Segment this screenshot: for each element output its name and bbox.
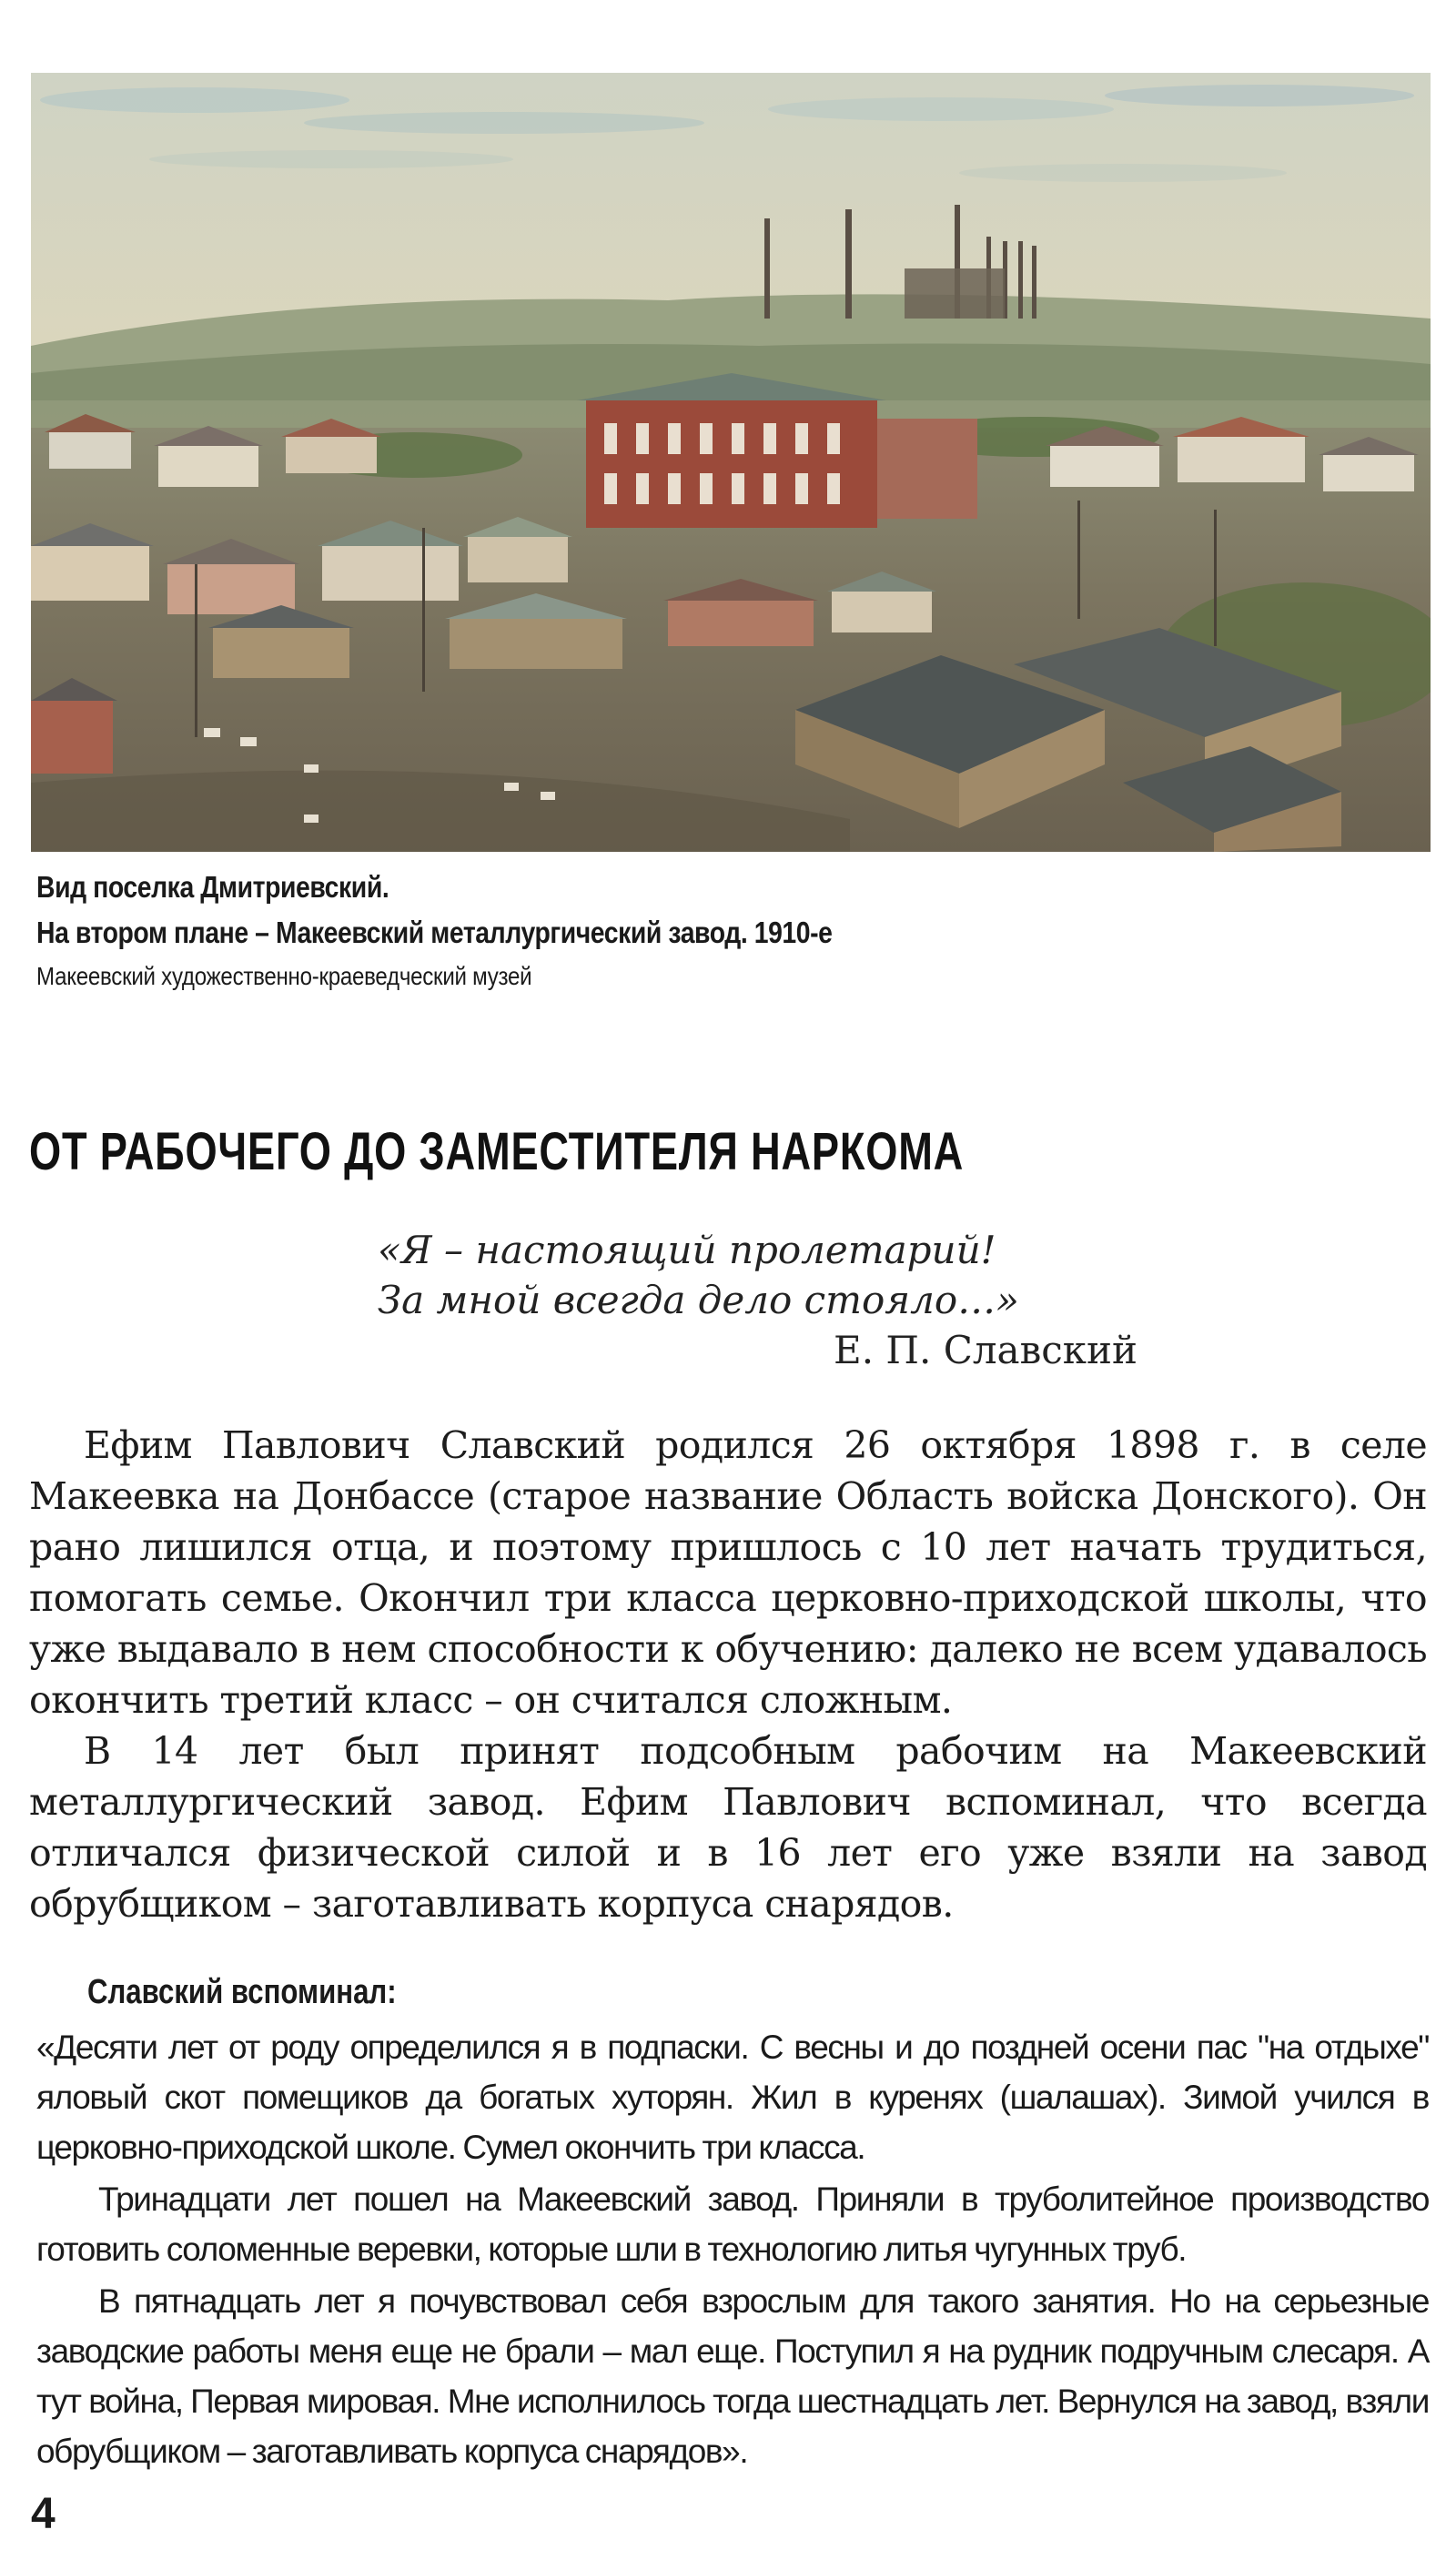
body-paragraph: Ефим Павлович Славский родился 26 октября 1898 г. в селе Макеевка на Донбассе (старое название Область войска Донского). Он рано лишился отца, и поэтому пришлось с 10 лет начать трудиться, помогать семье. Окончил три класса церковно-приходской школы, что уже выдавало в нем способности к обучению: далеко не всем удавалось окончить третий класс – он считался сложным.	[29, 1423, 1427, 1722]
memoir-paragraph: В пятнадцать лет я почувствовал себя взрослым для такого занятия. Но на серьезные заводские работы меня еще не брали – мал еще. Поступил я на рудник подручным слесаря. А тут война, Первая мировая. Мне исполнилось тогда шестнадцать лет. Вернулся на завод, взяли обрубщиком – заготавливать корпуса снарядов».	[36, 2282, 1429, 2470]
epigraph	[378, 1225, 1151, 1375]
caption-credit: Макеевский художественно-краеведческий музей	[36, 962, 532, 990]
caption-description: На втором плане – Макеевский металлургический завод. 1910-е	[36, 916, 833, 949]
photo-caption	[36, 865, 1219, 997]
historic-photo	[31, 73, 1431, 852]
body-paragraph: В 14 лет был принят подсобным рабочим на Макеевский металлургический завод. Ефим Павлович вспоминал, что всегда отличался физической силой и в 16 лет его уже взяли на завод обрубщиком – заготавливать корпуса снарядов.	[29, 1729, 1427, 1926]
article-body	[29, 1420, 1427, 1929]
village-panorama-image	[31, 73, 1431, 852]
memoir-paragraph: Тринадцати лет пошел на Макеевский завод. Приняли в труболитейное производство готовить соломенные веревки, которые шли в технологию литья чугунных труб.	[36, 2181, 1429, 2268]
caption-title: Вид поселка Дмитриевский.	[36, 870, 389, 904]
page-number: 4	[31, 2490, 56, 2538]
epigraph-line-2: За мной всегда дело стояло…»	[378, 1278, 1019, 1322]
memoir-label: Славский вспоминал:	[87, 1973, 397, 2011]
memoir-paragraph: «Десяти лет от роду определился я в подпаски. С весны и до поздней осени пас "на отдыхе" яловый скот помещиков да богатых хуторян. Жил в куренях (шалашах). Зимой учился в церковно-приходской школе. Сумел окончить три класса.	[36, 2029, 1429, 2166]
epigraph-line-1: «Я – настоящий пролетарий!	[378, 1228, 996, 1272]
epigraph-author: Е. П. Славский	[834, 1328, 1138, 1372]
memoir-quote	[36, 2022, 1429, 2478]
section-heading: ОТ РАБОЧЕГО ДО ЗАМЕСТИТЕЛЯ НАРКОМА	[29, 1122, 965, 1181]
